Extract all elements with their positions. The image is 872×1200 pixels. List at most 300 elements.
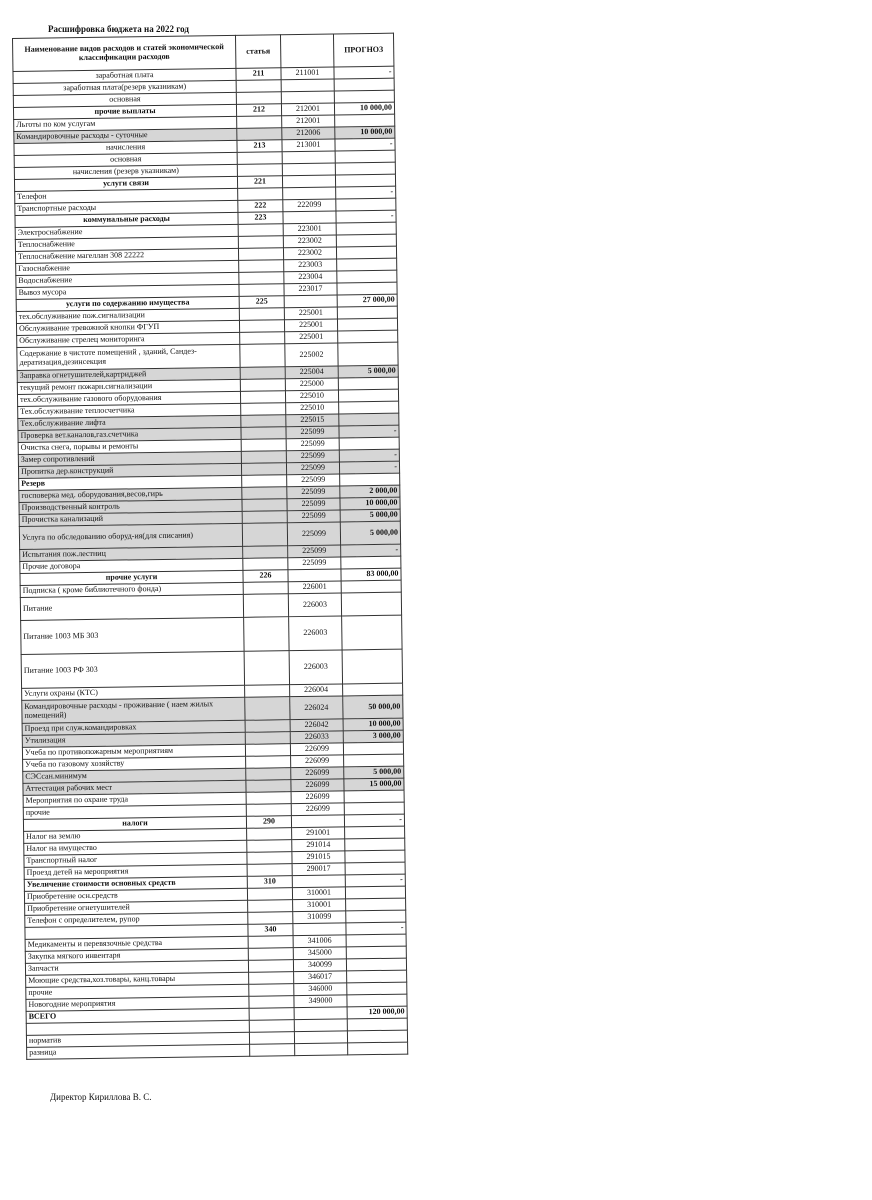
row-article-cell <box>237 152 282 165</box>
row-code-cell: 225099 <box>286 426 339 439</box>
row-code-cell <box>294 1007 347 1020</box>
row-name-cell: основная <box>14 152 237 167</box>
row-code-cell: 225001 <box>284 307 337 320</box>
row-forecast-cell <box>344 790 404 803</box>
row-article-cell <box>243 582 288 595</box>
row-name-cell: ВСЕГО <box>26 1008 249 1023</box>
header-forecast-cell: ПРОГНОЗ <box>333 33 393 67</box>
row-name-cell: Питание <box>20 594 243 620</box>
budget-sheet <box>12 33 408 1060</box>
row-code-cell <box>291 815 344 828</box>
row-forecast-cell: 5 000,00 <box>340 509 400 522</box>
row-forecast-cell <box>342 615 402 650</box>
row-name-cell: услуги по содержанию имущества <box>16 296 239 311</box>
row-code-cell: 225099 <box>287 522 340 546</box>
row-article-cell <box>249 996 294 1009</box>
row-article-cell <box>247 864 292 877</box>
row-code-cell: 213001 <box>282 139 335 152</box>
row-code-cell <box>292 875 345 888</box>
row-name-cell: основная <box>13 92 236 107</box>
row-forecast-cell: 15 000,00 <box>344 778 404 791</box>
row-article-cell <box>237 128 282 141</box>
row-name-cell: Резерв <box>19 475 242 490</box>
row-name-cell: Телефон <box>15 188 238 203</box>
row-article-cell: 225 <box>239 296 284 309</box>
row-name-cell: заработная плата(резерв указникам) <box>13 80 236 95</box>
row-forecast-cell <box>346 910 406 923</box>
row-name-cell: Испытания пож.лестниц <box>20 546 243 561</box>
row-name-cell: Проезд детей на мероприятия <box>24 864 247 879</box>
row-forecast-cell <box>345 862 405 875</box>
row-forecast-cell <box>341 556 401 569</box>
row-article-cell <box>247 828 292 841</box>
row-code-cell: 226042 <box>290 719 343 732</box>
row-name-cell: Прочие договора <box>20 558 243 573</box>
row-code-cell: 225010 <box>285 390 338 403</box>
row-name-cell: прочие выплаты <box>13 104 236 119</box>
row-forecast-cell <box>338 389 398 402</box>
row-code-cell: 225099 <box>286 438 339 451</box>
row-forecast-cell: 10 000,00 <box>335 126 395 139</box>
row-forecast-cell: 5 000,00 <box>340 521 400 545</box>
row-name-cell: Учеба по противопожарным мероприятиям <box>22 744 245 759</box>
header-code-cell <box>280 34 333 68</box>
row-article-cell <box>241 427 286 440</box>
row-name-cell: начисления (резерв указникам) <box>14 164 237 179</box>
row-forecast-cell <box>335 162 395 175</box>
row-article-cell <box>246 792 291 805</box>
row-article-cell <box>242 487 287 500</box>
row-article-cell <box>246 768 291 781</box>
row-name-cell: Электроснабжение <box>15 224 238 239</box>
row-forecast-cell <box>336 234 396 247</box>
row-article-cell <box>248 960 293 973</box>
row-name-cell: Учеба по газовому хозяйству <box>23 756 246 771</box>
row-code-cell: 225099 <box>288 545 341 558</box>
row-code-cell: 226003 <box>289 650 342 685</box>
row-article-cell <box>249 984 294 997</box>
row-name-cell: начисления <box>14 140 237 155</box>
row-forecast-cell <box>347 1018 407 1031</box>
row-forecast-cell: - <box>344 814 404 827</box>
row-name-cell: Питание 1003 РФ 303 <box>21 651 244 688</box>
row-article-cell: 212 <box>236 104 281 117</box>
row-code-cell <box>284 295 337 308</box>
row-name-cell: Обслуживание стрелец мониторинга <box>17 332 240 347</box>
row-code-cell <box>294 1019 347 1032</box>
row-name-cell: Замер сопротивлений <box>18 451 241 466</box>
row-name-cell: Новогодние мероприятия <box>26 996 249 1011</box>
row-name-cell: Приобретение огнетушителей <box>25 900 248 915</box>
row-code-cell: 223002 <box>283 247 336 260</box>
row-code-cell: 340099 <box>293 959 346 972</box>
row-article-cell <box>247 852 292 865</box>
row-article-cell <box>248 900 293 913</box>
row-code-cell: 291001 <box>292 827 345 840</box>
row-article-cell: 221 <box>237 176 282 189</box>
row-forecast-cell: - <box>339 449 399 462</box>
row-code-cell: 225099 <box>287 474 340 487</box>
row-name-cell: Аттестация рабочих мест <box>23 780 246 795</box>
row-code-cell: 291014 <box>292 839 345 852</box>
row-forecast-cell <box>346 898 406 911</box>
row-name-cell: заработная плата <box>13 68 236 83</box>
row-article-cell <box>250 1044 295 1057</box>
row-forecast-cell <box>346 934 406 947</box>
row-article-cell <box>241 463 286 476</box>
row-name-cell: Проезд при служ.командировках <box>22 720 245 735</box>
row-name-cell: текущий ремонт пожарн.сигнализации <box>17 379 240 394</box>
row-article-cell: 226 <box>243 570 288 583</box>
row-article-cell <box>244 651 289 686</box>
header-name-cell: Наименование видов расходов и статей экономической классификации расходов <box>13 35 236 71</box>
row-name-cell: Услуги охраны (КТС) <box>22 685 245 700</box>
row-article-cell <box>247 888 292 901</box>
row-article-cell <box>240 332 285 345</box>
row-article-cell: 222 <box>238 200 283 213</box>
row-forecast-cell: - <box>345 874 405 887</box>
header-article-cell: статья <box>235 35 280 69</box>
row-code-cell: 226024 <box>290 696 343 720</box>
row-name-cell: Заправка огнетушителей,картриджей <box>17 367 240 382</box>
row-code-cell: 212006 <box>282 127 335 140</box>
row-code-cell: 226001 <box>288 581 341 594</box>
row-forecast-cell: - <box>341 544 401 557</box>
row-forecast-cell <box>336 222 396 235</box>
row-article-cell <box>239 320 284 333</box>
row-forecast-cell <box>338 342 398 366</box>
row-name-cell: Обслуживание тревожной кнопки ФГУП <box>16 320 239 335</box>
row-name-cell: налоги <box>23 816 246 831</box>
row-name-cell: Льготы по ком услугам <box>14 116 237 131</box>
table-row <box>21 649 402 688</box>
row-forecast-cell <box>348 1042 408 1055</box>
row-name-cell: Увеличение стоимости основных средств <box>24 876 247 891</box>
row-name-cell: Медикаменты и перевязочные средства <box>25 936 248 951</box>
row-forecast-cell <box>338 377 398 390</box>
row-code-cell <box>283 187 336 200</box>
row-code-cell: 341006 <box>293 935 346 948</box>
row-name-cell: Очистка снега, порывы и ремонты <box>18 439 241 454</box>
row-code-cell: 225099 <box>287 498 340 511</box>
row-code-cell: 225015 <box>286 414 339 427</box>
row-forecast-cell <box>343 683 403 696</box>
row-code-cell <box>282 175 335 188</box>
row-forecast-cell <box>347 994 407 1007</box>
row-code-cell <box>283 211 336 224</box>
row-name-cell: Налог на имущество <box>24 840 247 855</box>
row-article-cell <box>236 80 281 93</box>
row-article-cell <box>248 948 293 961</box>
budget-table <box>12 33 408 1060</box>
row-name-cell: Транспортный налог <box>24 852 247 867</box>
row-article-cell <box>242 523 287 547</box>
row-article-cell <box>240 367 285 380</box>
row-name-cell: СЭСсан.минимум <box>23 768 246 783</box>
row-article-cell <box>246 780 291 793</box>
row-article-cell <box>238 224 283 237</box>
row-forecast-cell <box>346 958 406 971</box>
row-article-cell <box>246 756 291 769</box>
row-forecast-cell <box>344 802 404 815</box>
row-forecast-cell <box>344 754 404 767</box>
row-code-cell: 222099 <box>283 199 336 212</box>
row-name-cell: Подписка ( кроме библиотечного фонда) <box>20 582 243 597</box>
row-forecast-cell <box>339 401 399 414</box>
row-forecast-cell <box>335 150 395 163</box>
row-name-cell: Содержание в чистоте помещений , зданий, Сандез-дератизация,дезинсекция <box>17 344 240 370</box>
row-forecast-cell: 83 000,00 <box>341 568 401 581</box>
row-name-cell: Командировочные расходы - проживание ( наем жилых помещений) <box>22 697 245 723</box>
row-article-cell: 290 <box>246 816 291 829</box>
row-article-cell <box>238 236 283 249</box>
row-forecast-cell <box>337 318 397 331</box>
row-forecast-cell <box>338 330 398 343</box>
row-article-cell: 340 <box>248 924 293 937</box>
row-code-cell: 225000 <box>285 378 338 391</box>
row-code-cell: 225099 <box>287 486 340 499</box>
row-forecast-cell <box>339 413 399 426</box>
table-header-row <box>13 33 394 71</box>
row-code-cell: 225001 <box>284 319 337 332</box>
row-name-cell: Прочистка канализаций <box>19 511 242 526</box>
row-code-cell: 226099 <box>291 779 344 792</box>
row-article-cell <box>241 403 286 416</box>
row-article-cell <box>241 439 286 452</box>
row-name-cell: норматив <box>26 1032 249 1047</box>
row-name-cell: Приобретение осн.средств <box>24 888 247 903</box>
director-signature: Директор Кириллова В. С. <box>50 1092 152 1102</box>
row-article-cell <box>244 617 289 652</box>
row-forecast-cell: 50 000,00 <box>343 695 403 719</box>
row-code-cell: 226099 <box>291 767 344 780</box>
row-forecast-cell <box>337 270 397 283</box>
row-article-cell <box>243 558 288 571</box>
row-forecast-cell <box>335 114 395 127</box>
row-article-cell <box>238 248 283 261</box>
row-name-cell: Запчасти <box>25 960 248 975</box>
row-code-cell: 226099 <box>290 743 343 756</box>
row-article-cell <box>249 1008 294 1021</box>
row-article-cell <box>249 1020 294 1033</box>
table-row <box>21 615 402 654</box>
row-forecast-cell <box>337 306 397 319</box>
row-name-cell: Пропитка дер.конструкций <box>18 463 241 478</box>
row-forecast-cell <box>347 970 407 983</box>
row-article-cell <box>243 594 288 618</box>
row-forecast-cell <box>341 592 401 616</box>
row-code-cell: 290017 <box>292 863 345 876</box>
row-name-cell: Тех.обслуживание теплосчетчика <box>18 403 241 418</box>
row-code-cell: 226033 <box>290 731 343 744</box>
row-forecast-cell <box>336 198 396 211</box>
row-code-cell <box>293 923 346 936</box>
row-code-cell: 346017 <box>294 971 347 984</box>
row-code-cell: 225099 <box>287 510 340 523</box>
row-article-cell <box>239 284 284 297</box>
row-forecast-cell: 10 000,00 <box>340 497 400 510</box>
row-forecast-cell <box>345 838 405 851</box>
row-forecast-cell: 5 000,00 <box>344 766 404 779</box>
row-forecast-cell: - <box>334 66 394 79</box>
row-code-cell: 225010 <box>286 402 339 415</box>
row-forecast-cell <box>346 946 406 959</box>
row-code-cell: 310001 <box>293 899 346 912</box>
row-article-cell <box>239 260 284 273</box>
row-name-cell: госповерка мед. оборудования,весов,гирь <box>19 487 242 502</box>
row-name-cell: Тех.обслуживание лифта <box>18 415 241 430</box>
row-code-cell: 346000 <box>294 983 347 996</box>
row-article-cell: 211 <box>236 68 281 81</box>
row-code-cell: 225099 <box>288 557 341 570</box>
row-forecast-cell: 2 000,00 <box>340 485 400 498</box>
row-code-cell <box>282 151 335 164</box>
row-article-cell <box>242 475 287 488</box>
row-article-cell <box>236 92 281 105</box>
row-code-cell: 223017 <box>284 283 337 296</box>
row-name-cell: Телефон с определителем, рупор <box>25 912 248 927</box>
row-name-cell: коммунальные расходы <box>15 212 238 227</box>
row-code-cell: 226099 <box>291 791 344 804</box>
row-code-cell: 225001 <box>285 331 338 344</box>
row-article-cell <box>238 188 283 201</box>
row-code-cell: 349000 <box>294 995 347 1008</box>
row-article-cell <box>246 804 291 817</box>
row-article-cell <box>249 972 294 985</box>
row-article-cell <box>245 685 290 698</box>
row-name-cell: тех.обслуживание пож.сигнализации <box>16 308 239 323</box>
row-article-cell: 213 <box>237 140 282 153</box>
row-code-cell: 212001 <box>282 115 335 128</box>
row-article-cell <box>240 379 285 392</box>
row-code-cell: 225002 <box>285 343 338 367</box>
row-forecast-cell <box>341 580 401 593</box>
row-name-cell: Услуга по обследованию оборуд-ия(для списания) <box>19 523 242 549</box>
row-code-cell: 223001 <box>283 223 336 236</box>
row-code-cell: 226099 <box>291 755 344 768</box>
row-article-cell: 310 <box>247 876 292 889</box>
row-code-cell: 225099 <box>286 462 339 475</box>
row-name-cell: тех.обслуживание газового оборудования <box>17 391 240 406</box>
row-code-cell: 211001 <box>281 67 334 80</box>
row-forecast-cell <box>335 174 395 187</box>
row-forecast-cell: 27 000,00 <box>337 294 397 307</box>
row-name-cell: прочие <box>26 984 249 999</box>
row-forecast-cell <box>345 850 405 863</box>
row-code-cell: 212001 <box>281 103 334 116</box>
row-code-cell: 226003 <box>289 616 342 651</box>
document-title: Расшифровка бюджета на 2022 год <box>48 24 189 34</box>
row-forecast-cell: 3 000,00 <box>343 730 403 743</box>
budget-table-body <box>13 33 408 1059</box>
row-article-cell <box>248 936 293 949</box>
row-code-cell <box>295 1043 348 1056</box>
row-forecast-cell <box>343 742 403 755</box>
row-forecast-cell <box>339 437 399 450</box>
row-forecast-cell <box>336 246 396 259</box>
row-forecast-cell: 120 000,00 <box>347 1006 407 1019</box>
row-code-cell <box>281 79 334 92</box>
row-code-cell: 223004 <box>284 271 337 284</box>
row-article-cell <box>241 451 286 464</box>
row-code-cell: 226099 <box>291 803 344 816</box>
row-forecast-cell <box>337 282 397 295</box>
row-article-cell <box>240 391 285 404</box>
row-name-cell: Водоснабжение <box>16 272 239 287</box>
row-forecast-cell <box>345 826 405 839</box>
row-forecast-cell <box>334 90 394 103</box>
row-name-cell: Закупка мягкого инвентаря <box>25 948 248 963</box>
row-forecast-cell: - <box>336 186 396 199</box>
row-article-cell <box>242 511 287 524</box>
row-name-cell: Налог на землю <box>24 828 247 843</box>
row-name-cell: Мероприятия по охране труда <box>23 792 246 807</box>
row-forecast-cell: - <box>339 461 399 474</box>
row-article-cell <box>240 344 285 368</box>
row-code-cell: 225099 <box>286 450 339 463</box>
row-name-cell: разница <box>27 1044 250 1059</box>
row-name-cell: услуги связи <box>14 176 237 191</box>
row-article-cell <box>245 720 290 733</box>
row-forecast-cell: - <box>339 425 399 438</box>
row-article-cell <box>239 272 284 285</box>
row-name-cell: прочие <box>23 804 246 819</box>
row-name-cell: Производственный контроль <box>19 499 242 514</box>
row-article-cell <box>237 164 282 177</box>
row-forecast-cell <box>340 473 400 486</box>
row-name-cell: Транспортные расходы <box>15 200 238 215</box>
row-forecast-cell: 10 000,00 <box>334 102 394 115</box>
row-code-cell: 226004 <box>290 684 343 697</box>
row-code-cell <box>294 1031 347 1044</box>
row-code-cell <box>281 91 334 104</box>
row-code-cell: 291015 <box>292 851 345 864</box>
row-code-cell: 310001 <box>292 887 345 900</box>
row-article-cell <box>239 308 284 321</box>
row-article-cell <box>241 415 286 428</box>
row-code-cell: 226003 <box>288 593 341 617</box>
row-code-cell: 223003 <box>284 259 337 272</box>
row-forecast-cell <box>345 886 405 899</box>
row-name-cell: Питание 1003 МБ 303 <box>21 617 244 654</box>
row-article-cell <box>247 840 292 853</box>
row-code-cell: 345000 <box>293 947 346 960</box>
row-name-cell: прочие услуги <box>20 570 243 585</box>
row-name-cell: Вывоз мусора <box>16 284 239 299</box>
row-forecast-cell <box>342 649 402 684</box>
row-forecast-cell: - <box>346 922 406 935</box>
row-article-cell <box>245 732 290 745</box>
row-article-cell <box>242 499 287 512</box>
row-name-cell: Проверка вет.каналов,газ.счетчика <box>18 427 241 442</box>
row-forecast-cell: 10 000,00 <box>343 718 403 731</box>
row-code-cell: 225004 <box>285 366 338 379</box>
row-code-cell: 310099 <box>293 911 346 924</box>
row-article-cell <box>248 912 293 925</box>
row-forecast-cell <box>347 982 407 995</box>
row-name-cell: Теплоснабжение <box>15 236 238 251</box>
row-article-cell: 223 <box>238 212 283 225</box>
row-code-cell: 223002 <box>283 235 336 248</box>
row-article-cell <box>245 744 290 757</box>
row-code-cell <box>288 569 341 582</box>
row-forecast-cell <box>337 258 397 271</box>
row-article-cell <box>249 1032 294 1045</box>
row-code-cell <box>282 163 335 176</box>
row-forecast-cell: - <box>336 210 396 223</box>
row-forecast-cell: - <box>335 138 395 151</box>
row-name-cell: Утилизация <box>22 732 245 747</box>
